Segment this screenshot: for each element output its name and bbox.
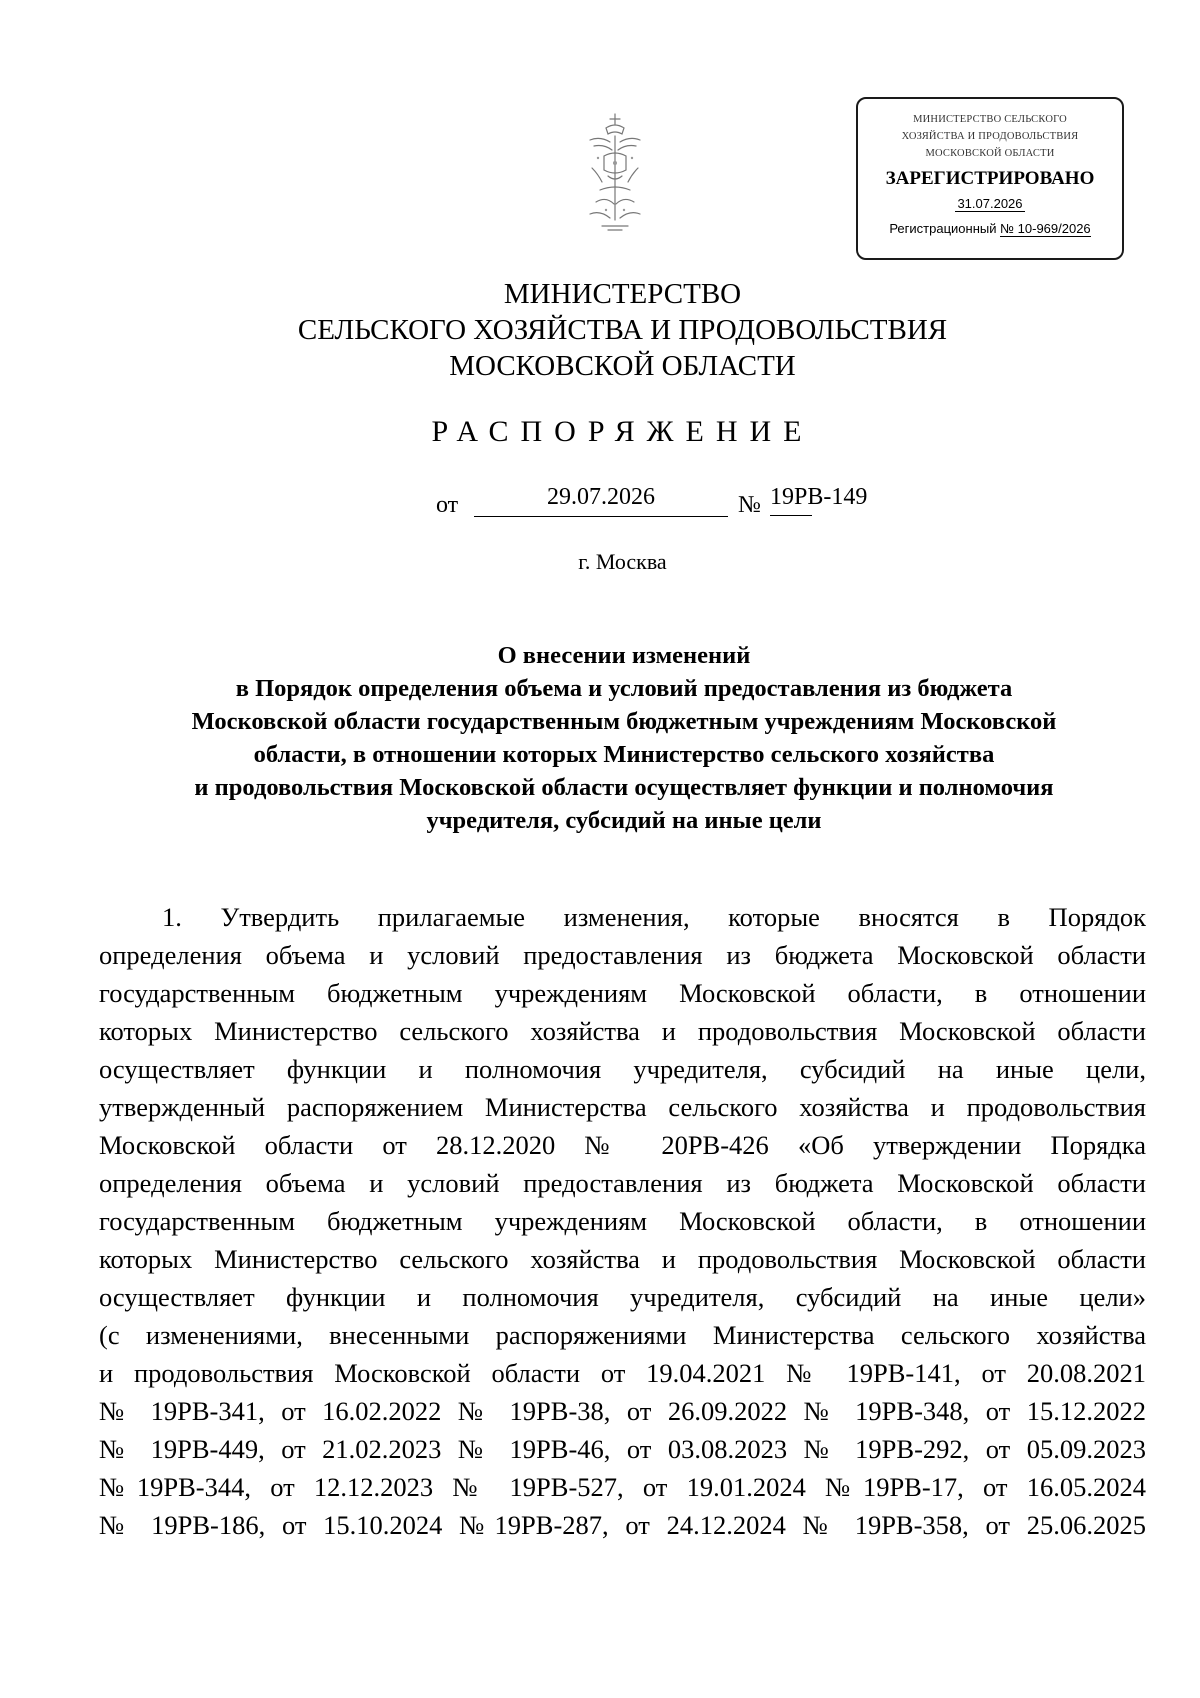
body-line: государственным бюджетным учреждениям Московской области, в отношении xyxy=(99,1206,1146,1236)
body-line: осуществляет функции и полномочия учредителя, субсидий на иные цели» xyxy=(99,1282,1146,1312)
stamp-ministry-line: МОСКОВСКОЙ ОБЛАСТИ xyxy=(925,148,1055,159)
date-prefix: от xyxy=(436,492,459,518)
coat-of-arms-icon xyxy=(570,110,660,235)
body-line: которых Министерство сельского хозяйства и продовольствия Московской области xyxy=(99,1016,1146,1046)
ministry-name-line: СЕЛЬСКОГО ХОЗЯЙСТВА И ПРОДОВОЛЬСТВИЯ xyxy=(297,314,948,346)
stamp-ministry-name xyxy=(858,111,1122,162)
body-line: государственным бюджетным учреждениям Московской области, в отношении xyxy=(99,978,1146,1008)
document-number: 19РВ-149 xyxy=(770,484,868,510)
body-line: № 19РВ-341, от 16.02.2022 № 19РВ-38, от 26.09.2022 № 19РВ-348, от 15.12.2022 xyxy=(99,1396,1146,1426)
stamp-ministry-line: МИНИСТЕРСТВО СЕЛЬСКОГО xyxy=(913,114,1067,125)
number-underline xyxy=(770,515,812,516)
title-line: учредителя, субсидий на иные цели xyxy=(426,807,822,834)
document-type: РАСПОРЯЖЕНИЕ xyxy=(431,415,814,448)
document-title xyxy=(100,639,1148,837)
ministry-name xyxy=(0,276,1200,384)
stamp-ministry-line: ХОЗЯЙСТВА И ПРОДОВОЛЬСТВИЯ xyxy=(901,131,1079,142)
stamp-reg-number: № 10-969/2026 xyxy=(1000,221,1091,236)
registration-stamp xyxy=(856,97,1124,260)
number-prefix: № xyxy=(738,492,761,518)
body-line: (с изменениями, внесенными распоряжениями Министерства сельского хозяйства xyxy=(99,1320,1146,1350)
stamp-date: 31.07.2026 xyxy=(957,196,1023,211)
stamp-status: ЗАРЕГИСТРИРОВАНО xyxy=(885,168,1095,189)
body-line: определения объема и условий предоставления из бюджета Московской области xyxy=(99,1168,1146,1198)
city: г. Москва xyxy=(578,549,667,574)
body-line: № 19РВ-186, от 15.10.2024 №19РВ-287, от 24.12.2024 № 19РВ-358, от 25.06.2025 xyxy=(99,1510,1146,1540)
stamp-registration-number xyxy=(858,221,1122,236)
title-line: в Порядок определения объема и условий предоставления из бюджета xyxy=(235,675,1013,702)
ministry-name-line: МОСКОВСКОЙ ОБЛАСТИ xyxy=(449,350,796,382)
body-line: № 19РВ-449, от 21.02.2023 № 19РВ-46, от 03.08.2023 № 19РВ-292, от 05.09.2023 xyxy=(99,1434,1146,1464)
document-date: 29.07.2026 xyxy=(474,482,728,517)
title-line: области, в отношении которых Министерство сельского хозяйства xyxy=(253,741,995,768)
date-number-line xyxy=(0,482,1200,518)
body-line: Московской области от 28.12.2020 № 20РВ-426 «Об утверждении Порядка xyxy=(99,1130,1146,1160)
title-line: Московской области государственным бюджетным учреждениям Московской xyxy=(191,708,1057,735)
body-line: №19РВ-344, от 12.12.2023 № 19РВ-527, от 19.01.2024 №19РВ-17, от 16.05.2024 xyxy=(99,1472,1146,1502)
body-paragraph xyxy=(99,898,1146,1544)
body-line: 1. Утвердить прилагаемые изменения, которые вносятся в Порядок xyxy=(162,902,1146,932)
body-line: определения объема и условий предоставления из бюджета Московской области xyxy=(99,940,1146,970)
body-line: и продовольствия Московской области от 19.04.2021 № 19РВ-141, от 20.08.2021 xyxy=(99,1358,1146,1388)
body-line: осуществляет функции и полномочия учредителя, субсидий на иные цели, xyxy=(99,1054,1146,1084)
ministry-name-line: МИНИСТЕРСТВО xyxy=(503,278,742,310)
title-line: и продовольствия Московской области осуществляет функции и полномочия xyxy=(194,774,1054,801)
title-line: О внесении изменений xyxy=(497,642,751,669)
stamp-reg-label: Регистрационный xyxy=(889,221,1001,236)
body-line: утвержденный распоряжением Министерства сельского хозяйства и продовольствия xyxy=(99,1092,1146,1122)
body-line: которых Министерство сельского хозяйства и продовольствия Московской области xyxy=(99,1244,1146,1274)
